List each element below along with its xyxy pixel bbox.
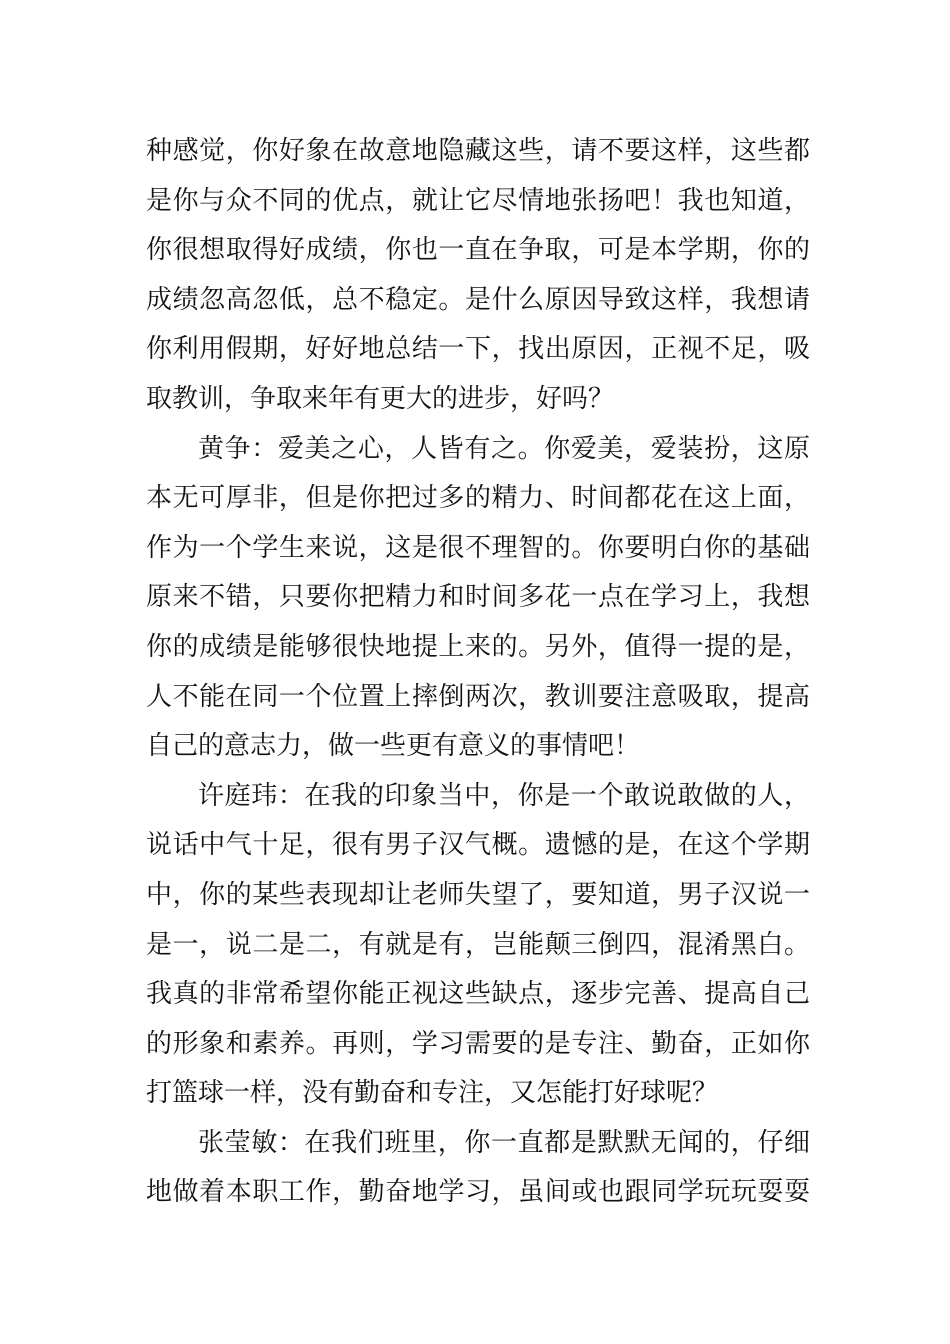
document-body [146,127,810,1218]
text-line: 你很想取得好成绩，你也一直在争取，可是本学期，你的 [146,235,810,266]
text-line: 的形象和素养。再则，学习需要的是专注、勤奋，正如你 [146,1028,810,1059]
text-line: 种感觉，你好象在故意地隐藏这些，请不要这样，这些都 [146,136,810,166]
text-line: 中，你的某些表现却让老师失望了，要知道，男子汉说一 [146,879,810,910]
text-line: 原来不错，只要你把精力和时间多花一点在学习上，我想 [146,582,810,613]
text-line: 你的成绩是能够很快地提上来的。另外，值得一提的是， [146,631,810,662]
text-line: 是一，说二是二，有就是有，岂能颠三倒四，混淆黑白。 [146,929,810,960]
paragraph-zhang-yingmin [146,1119,810,1218]
text-line: 许庭玮：在我的印象当中，你是一个敢说敢做的人， [198,780,810,811]
text-line: 说话中气十足，很有男子汉气概。遗憾的是，在这个学期 [146,830,810,861]
text-line: 人不能在同一个位置上摔倒两次，教训要注意吸取，提高 [146,681,810,712]
paragraph-huang-zheng [146,425,810,772]
text-line: 张莹敏：在我们班里，你一直都是默默无闻的，仔细 [198,1127,810,1158]
text-line: 打篮球一样，没有勤奋和专注，又怎能打好球呢？ [146,1078,719,1109]
text-line: 自己的意志力，做一些更有意义的事情吧！ [146,731,641,762]
text-line: 成绩忽高忽低，总不稳定。是什么原因导致这样，我想请 [146,284,810,315]
text-line: 是你与众不同的优点，就让它尽情地张扬吧！我也知道， [146,185,810,216]
text-line: 作为一个学生来说，这是很不理智的。你要明白你的基础 [146,532,810,563]
text-line: 本无可厚非，但是你把过多的精力、时间都花在这上面， [146,483,810,514]
text-line: 地做着本职工作，勤奋地学习，虽间或也跟同学玩玩耍耍 [146,1177,810,1208]
text-line: 你利用假期，好好地总结一下，找出原因，正视不足，吸 [146,334,810,365]
text-line: 我真的非常希望你能正视这些缺点，逐步完善、提高自己 [146,979,810,1010]
text-line: 黄争：爱美之心，人皆有之。你爱美，爱装扮，这原 [198,433,810,464]
paragraph-continuation [146,127,810,425]
paragraph-xu-tingwei [146,772,810,1119]
text-line: 取教训，争取来年有更大的进步，好吗？ [146,383,615,414]
